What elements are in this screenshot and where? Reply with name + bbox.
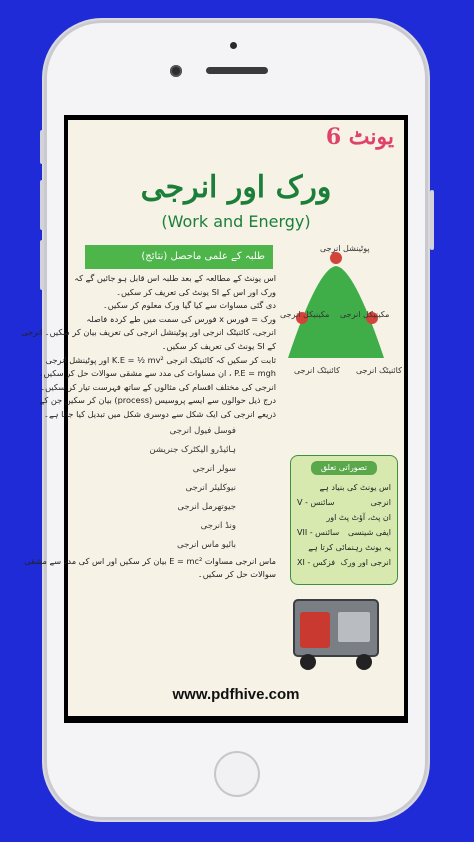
- power-button[interactable]: [430, 190, 434, 250]
- concept-row-right: ایفی شینسی: [347, 528, 391, 537]
- hill-label-top: پوٹینشل انرجی: [320, 244, 370, 253]
- concept-row-left: فزکس - XI: [297, 558, 336, 567]
- bullet-item: جیوتھرمل انرجی: [177, 501, 236, 512]
- concept-row-left: سائنس - VII: [297, 528, 340, 537]
- text-line: ثابت کر سکیں کہ کائنیٹک انرجی K.E = ½ mv² اور پوٹینشل انرجی: [45, 354, 276, 365]
- speaker-dot: [230, 42, 237, 49]
- text-line: کے SI یونٹ کی تعریف کر سکیں۔: [161, 340, 276, 351]
- text-line: سوالات حل کر سکیں۔: [197, 569, 276, 580]
- hill-label-left: مکینیکل انرجی: [280, 310, 330, 319]
- text-line: اس یونٹ کے مطالعہ کے بعد طلبہ اس قابل ہو جائیں گے کہ: [74, 273, 276, 283]
- mute-switch[interactable]: [40, 130, 44, 164]
- concept-row: [291, 540, 397, 555]
- bullet-item: نیوکلیئر انرجی: [185, 482, 236, 493]
- volume-up-button[interactable]: [40, 180, 44, 230]
- concept-row-right: اس یونٹ کی بنیاد ہے: [319, 483, 391, 492]
- concept-row: [291, 480, 397, 495]
- text-line: انرجی، کائنیٹک انرجی اور پوٹینشل انرجی کی تعریف بیان کر سکیں۔ انرجی: [21, 327, 276, 338]
- concept-row: [291, 510, 397, 525]
- generator-image: [288, 590, 384, 672]
- earpiece-speaker: [206, 67, 268, 74]
- concept-row-left: سائنس - V: [297, 498, 335, 507]
- home-button[interactable]: [214, 751, 260, 797]
- cyclist-top-icon: [330, 252, 342, 264]
- bullet-item: ونڈ انرجی: [200, 520, 236, 531]
- concept-relation-box: [290, 455, 398, 585]
- concept-row-right: انرجی: [370, 498, 391, 507]
- bullet-item: بائیو ماس انرجی: [177, 539, 236, 550]
- concept-box-heading: تصوراتی تعلق: [311, 461, 377, 475]
- text-line: دی گئی مساوات سے کیا گیا ورک معلوم کر سکیں۔: [102, 300, 276, 311]
- hill-label-bottom-left: کائنیٹک انرجی: [294, 366, 340, 375]
- concept-row-right: ان پٹ، آؤٹ پٹ اور: [326, 513, 391, 522]
- concept-row: [291, 525, 397, 540]
- urdu-title: ورک اور انرجی: [140, 170, 332, 205]
- bullet-item: فوسل فیول انرجی: [169, 425, 236, 436]
- english-title: (Work and Energy): [161, 212, 311, 231]
- text-line: ماس انرجی مساوات E = mc² بیان کر سکیں اور اس کی مدد سے مشقی: [24, 555, 276, 566]
- objectives-text: [21, 272, 276, 582]
- concept-row: [291, 495, 397, 510]
- hill-label-right: مکینیکل انرجی: [340, 310, 390, 319]
- text-line: درج ذیل حوالوں سے ایسے پروسیس (process) بیان کر سکیں جن کے: [39, 395, 276, 406]
- text-line: ورک = فورس x فورس کی سمت میں طے کردہ فاصلہ: [86, 313, 276, 324]
- bullet-item: سولر انرجی: [192, 463, 236, 474]
- volume-down-button[interactable]: [40, 240, 44, 290]
- concept-row-right: انرجی اور ورک: [340, 558, 391, 567]
- text-line: ذریعے انرجی کی ایک شکل سے دوسری شکل میں تبدیل کیا جاتا ہے۔: [44, 408, 276, 419]
- concept-row-right: یہ یونٹ رہنمائی کرتا ہے: [308, 543, 391, 552]
- text-line: P.E = mgh ، ان مساوات کی مدد سے مشقی سوالات حل کر سکیں۔: [38, 368, 276, 379]
- unit-label: یونٹ 6: [325, 124, 394, 150]
- bullet-item: ہائیڈرو الیکٹرک جنریشن: [149, 444, 236, 455]
- hill-label-bottom-right: کائنیٹک انرجی: [356, 366, 402, 375]
- footer-url[interactable]: www.pdfhive.com: [172, 686, 300, 703]
- textbook-page: [21, 120, 404, 716]
- objectives-banner: طلبہ کے علمی ماحصل (نتائج): [85, 245, 273, 269]
- concept-row: [291, 555, 397, 570]
- text-line: انرجی کی مختلف اقسام کی مثالوں کے ساتھ فہرست تیار کر سکیں۔: [40, 381, 276, 392]
- text-line: ورک اور اس کے SI یونٹ کی تعریف کر سکیں۔: [116, 286, 276, 297]
- front-camera-icon: [170, 65, 182, 77]
